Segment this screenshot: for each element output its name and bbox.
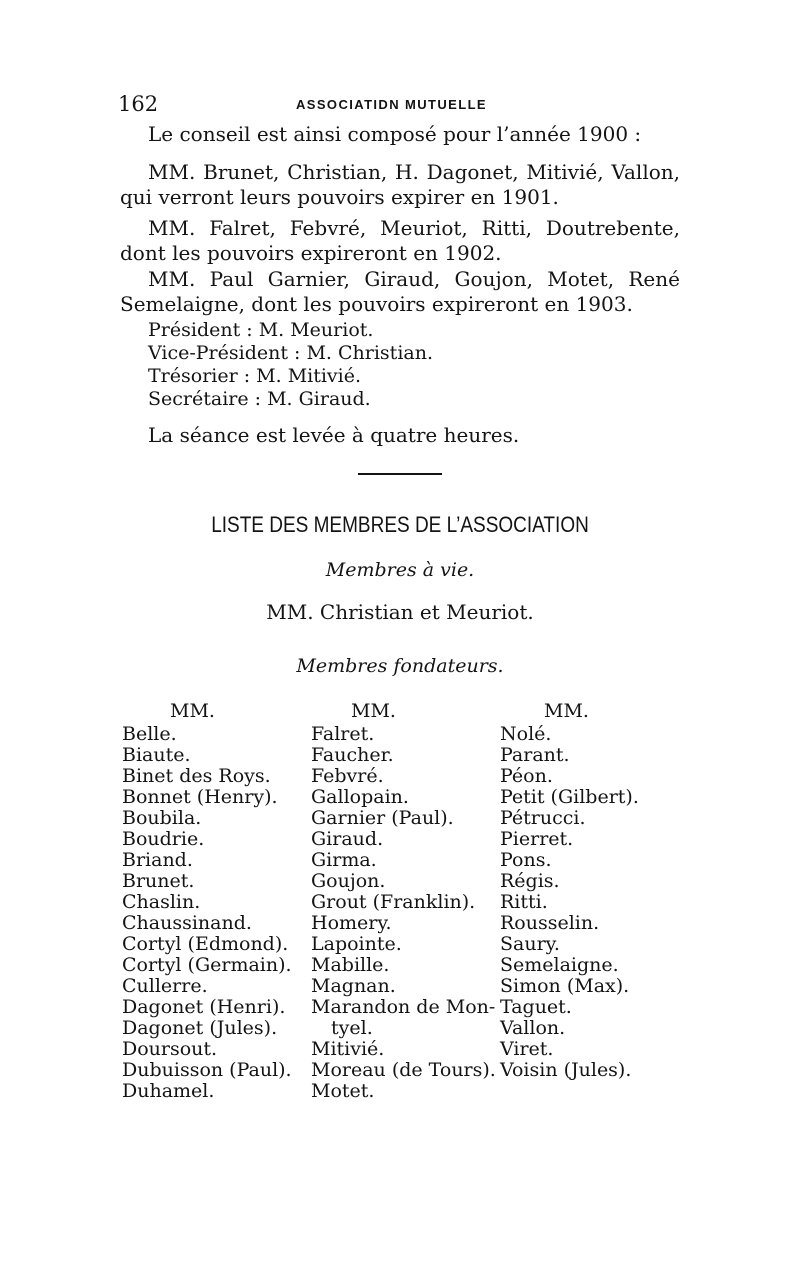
list-item: Nolé.	[500, 723, 552, 745]
list-item: Mitivié.	[311, 1038, 385, 1060]
closing-sentence: La séance est levée à quatre heures.	[148, 423, 520, 447]
list-item: Lapointe.	[311, 933, 402, 955]
list-item: Simon (Max).	[500, 975, 630, 997]
list-item: Saury.	[500, 933, 560, 955]
list-item: Faucher.	[311, 744, 394, 766]
list-item: Dagonet (Jules).	[122, 1017, 278, 1039]
list-item: Magnan.	[311, 975, 396, 997]
list-item: Viret.	[500, 1038, 554, 1060]
list-item: Cortyl (Germain).	[122, 954, 292, 976]
list-item: Motet.	[311, 1080, 375, 1102]
running-head: ASSOCIATIDN MUTUELLE	[296, 97, 487, 112]
officer-vice-president: Vice-Président : M. Christian.	[148, 342, 433, 364]
list-item: Chaslin.	[122, 891, 201, 913]
founders-column-3	[500, 700, 665, 1081]
officer-secretary: Secrétaire : M. Giraud.	[148, 388, 371, 410]
list-item: Binet des Roys.	[122, 765, 271, 787]
officer-president: Président : M. Meuriot.	[148, 319, 374, 341]
list-item: Febvré.	[311, 765, 384, 787]
list-item-continuation: tyel.	[331, 1017, 373, 1039]
council-intro: Le conseil est ainsi composé pour l’année 1900 :	[148, 122, 642, 146]
list-item: Pons.	[500, 849, 552, 871]
list-item: Garnier (Paul).	[311, 807, 454, 829]
list-item: Belle.	[122, 723, 177, 745]
list-item: Petit (Gilbert).	[500, 786, 639, 808]
list-item: Giraud.	[311, 828, 384, 850]
council-paragraph-1903: MM. Paul Garnier, Giraud, Goujon, Motet, René Semelaigne, dont les pouvoirs expireront en 1903.	[120, 267, 680, 316]
list-item: Pierret.	[500, 828, 574, 850]
life-members: MM. Christian et Meuriot.	[266, 600, 534, 624]
list-item: Cullerre.	[122, 975, 208, 997]
list-item: Taguet.	[500, 996, 572, 1018]
list-item: Mabille.	[311, 954, 390, 976]
member-list-title: LISTE DES MEMBRES DE L’ASSOCIATION	[211, 513, 589, 538]
list-item: Doursout.	[122, 1038, 218, 1060]
page-number: 162	[118, 92, 159, 116]
list-item: Pétrucci.	[500, 807, 586, 829]
list-item: Bonnet (Henry).	[122, 786, 278, 808]
list-item: Boubila.	[122, 807, 202, 829]
list-item: Grout (Franklin).	[311, 891, 476, 913]
council-paragraph-1902: MM. Falret, Febvré, Meuriot, Ritti, Doutrebente, dont les pouvoirs expireront en 1902.	[120, 216, 680, 265]
list-item: Boudrie.	[122, 828, 205, 850]
list-item: Homery.	[311, 912, 392, 934]
list-item: Goujon.	[311, 870, 386, 892]
list-item: Voisin (Jules).	[500, 1059, 632, 1081]
founders-heading: Membres fondateurs.	[296, 655, 504, 677]
section-divider	[358, 473, 442, 475]
council-paragraph-1901: MM. Brunet, Christian, H. Dagonet, Mitivié, Vallon, qui verront leurs pouvoirs expirer en 1901.	[120, 160, 680, 209]
list-item: Régis.	[500, 870, 560, 892]
founders-column-2	[311, 700, 496, 1102]
list-item: Brunet.	[122, 870, 195, 892]
list-item: Marandon de Mon-	[311, 996, 496, 1018]
column-heading: MM.	[170, 700, 215, 722]
officer-treasurer: Trésorier : M. Mitivié.	[148, 365, 362, 387]
list-item: Dagonet (Henri).	[122, 996, 286, 1018]
list-item: Gallopain.	[311, 786, 409, 808]
list-item: Dubuisson (Paul).	[122, 1059, 292, 1081]
list-item: Ritti.	[500, 891, 548, 913]
column-heading: MM.	[544, 700, 589, 722]
list-item: Briand.	[122, 849, 193, 871]
column-heading: MM.	[351, 700, 396, 722]
list-item: Duhamel.	[122, 1080, 215, 1102]
list-item: Semelaigne.	[500, 954, 619, 976]
list-item: Moreau (de Tours).	[311, 1059, 496, 1081]
founders-column-1	[122, 700, 294, 1102]
list-item: Girma.	[311, 849, 377, 871]
list-item: Parant.	[500, 744, 570, 766]
list-item: Péon.	[500, 765, 553, 787]
list-item: Vallon.	[500, 1017, 566, 1039]
list-item: Falret.	[311, 723, 375, 745]
life-members-heading: Membres à vie.	[325, 559, 475, 581]
list-item: Chaussinand.	[122, 912, 252, 934]
list-item: Biaute.	[122, 744, 191, 766]
list-item: Rousselin.	[500, 912, 600, 934]
list-item: Cortyl (Edmond).	[122, 933, 289, 955]
